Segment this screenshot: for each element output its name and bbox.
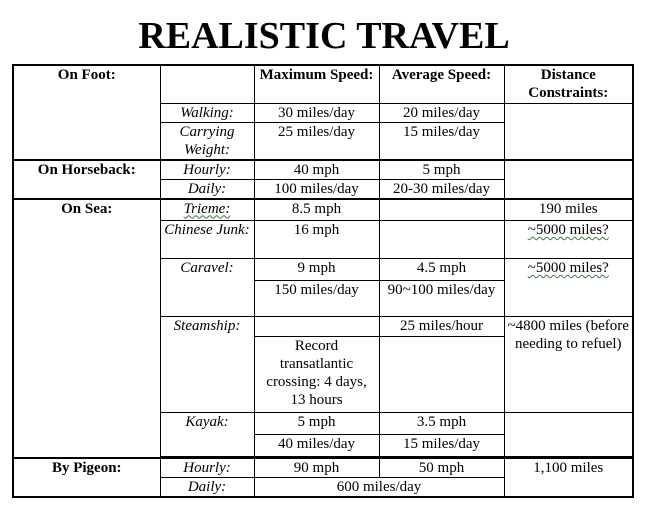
sub-label-kayak-cont: [160, 435, 254, 457]
cell-avg-carrying: 15 miles/day: [379, 122, 504, 160]
travel-table: [12, 64, 634, 498]
cell-avg-walking: 20 miles/day: [379, 103, 504, 122]
cell-max-horse-hourly: 40 mph: [254, 160, 379, 180]
category-by-pigeon: By Pigeon:: [13, 458, 160, 497]
cell-dist-caravel: [504, 259, 633, 317]
cell-steamship-record: Record transatlantic crossing: 4 days, 13 hours: [254, 337, 379, 413]
cell-avg-pigeon-hourly: 50 mph: [379, 458, 504, 478]
sub-label-steamship: Steamship:: [160, 317, 254, 337]
cell-max-kayak-1: 5 mph: [254, 413, 379, 435]
cell-avg-caravel-1: 4.5 mph: [379, 259, 504, 281]
cell-max-carrying: 25 miles/day: [254, 122, 379, 160]
table-row: [13, 199, 633, 221]
header-max-speed: Maximum Speed:: [254, 65, 379, 103]
table-row: [13, 160, 633, 180]
category-on-horseback: On Horseback:: [13, 160, 160, 199]
cell-dist-steamship: ~4800 miles (before needing to refuel): [504, 317, 633, 413]
header-empty-cell: [160, 65, 254, 103]
sub-label-caravel-cont: [160, 281, 254, 317]
cell-dist-horseback: [504, 160, 633, 199]
sub-label-pigeon-hourly: Hourly:: [160, 458, 254, 478]
cell-dist-on-foot: [504, 103, 633, 160]
sub-label-daily: Daily:: [160, 179, 254, 199]
cell-max-caravel-1: 9 mph: [254, 259, 379, 281]
cell-dist-junk-text: ~5000 miles?: [527, 222, 609, 238]
cell-dist-junk: [504, 221, 633, 259]
cell-max-pigeon-hourly: 90 mph: [254, 458, 379, 478]
sub-label-trieme-text: Trieme:: [183, 200, 231, 217]
category-on-sea: On Sea:: [13, 199, 160, 459]
cell-avg-steamship: 25 miles/hour: [379, 317, 504, 337]
cell-avg-trieme: [379, 199, 504, 221]
cell-max-horse-daily: 100 miles/day: [254, 179, 379, 199]
cell-max-caravel-2: 150 miles/day: [254, 281, 379, 317]
header-row: [13, 65, 633, 103]
header-distance-constraints: Distance Constraints:: [504, 65, 633, 103]
cell-dist-kayak: [504, 413, 633, 457]
cell-avg-horse-daily: 20-30 miles/day: [379, 179, 504, 199]
table-row: [13, 458, 633, 478]
page-title: REALISTIC TRAVEL: [138, 15, 510, 57]
sub-label-hourly: Hourly:: [160, 160, 254, 180]
cell-avg-kayak-1: 3.5 mph: [379, 413, 504, 435]
sub-label-caravel: Caravel:: [160, 259, 254, 281]
cell-max-trieme: 8.5 mph: [254, 199, 379, 221]
cell-dist-caravel-text: ~5000 miles?: [527, 260, 609, 276]
sub-label-walking: Walking:: [160, 103, 254, 122]
cell-avg-steamship-2: [379, 337, 504, 413]
cell-avg-junk: [379, 221, 504, 259]
cell-dist-pigeon: 1,100 miles: [504, 458, 633, 497]
cell-max-junk: 16 mph: [254, 221, 379, 259]
cell-max-kayak-2: 40 miles/day: [254, 435, 379, 457]
cell-avg-horse-hourly: 5 mph: [379, 160, 504, 180]
header-average-speed: Average Speed:: [379, 65, 504, 103]
cell-avg-caravel-2: 90~100 miles/day: [379, 281, 504, 317]
cell-avg-kayak-2: 15 miles/day: [379, 435, 504, 457]
sub-label-carrying-weight: Carrying Weight:: [160, 122, 254, 160]
cell-max-steamship-1: [254, 317, 379, 337]
sub-label-chinese-junk: Chinese Junk:: [160, 221, 254, 259]
sub-label-kayak: Kayak:: [160, 413, 254, 435]
sub-label-pigeon-daily: Daily:: [160, 478, 254, 498]
cell-pigeon-daily: 600 miles/day: [254, 478, 504, 498]
category-on-foot: On Foot:: [13, 65, 160, 160]
cell-dist-trieme: 190 miles: [504, 199, 633, 221]
cell-max-walking: 30 miles/day: [254, 103, 379, 122]
sub-label-steamship-cont: [160, 337, 254, 413]
sub-label-trieme: [160, 199, 254, 221]
